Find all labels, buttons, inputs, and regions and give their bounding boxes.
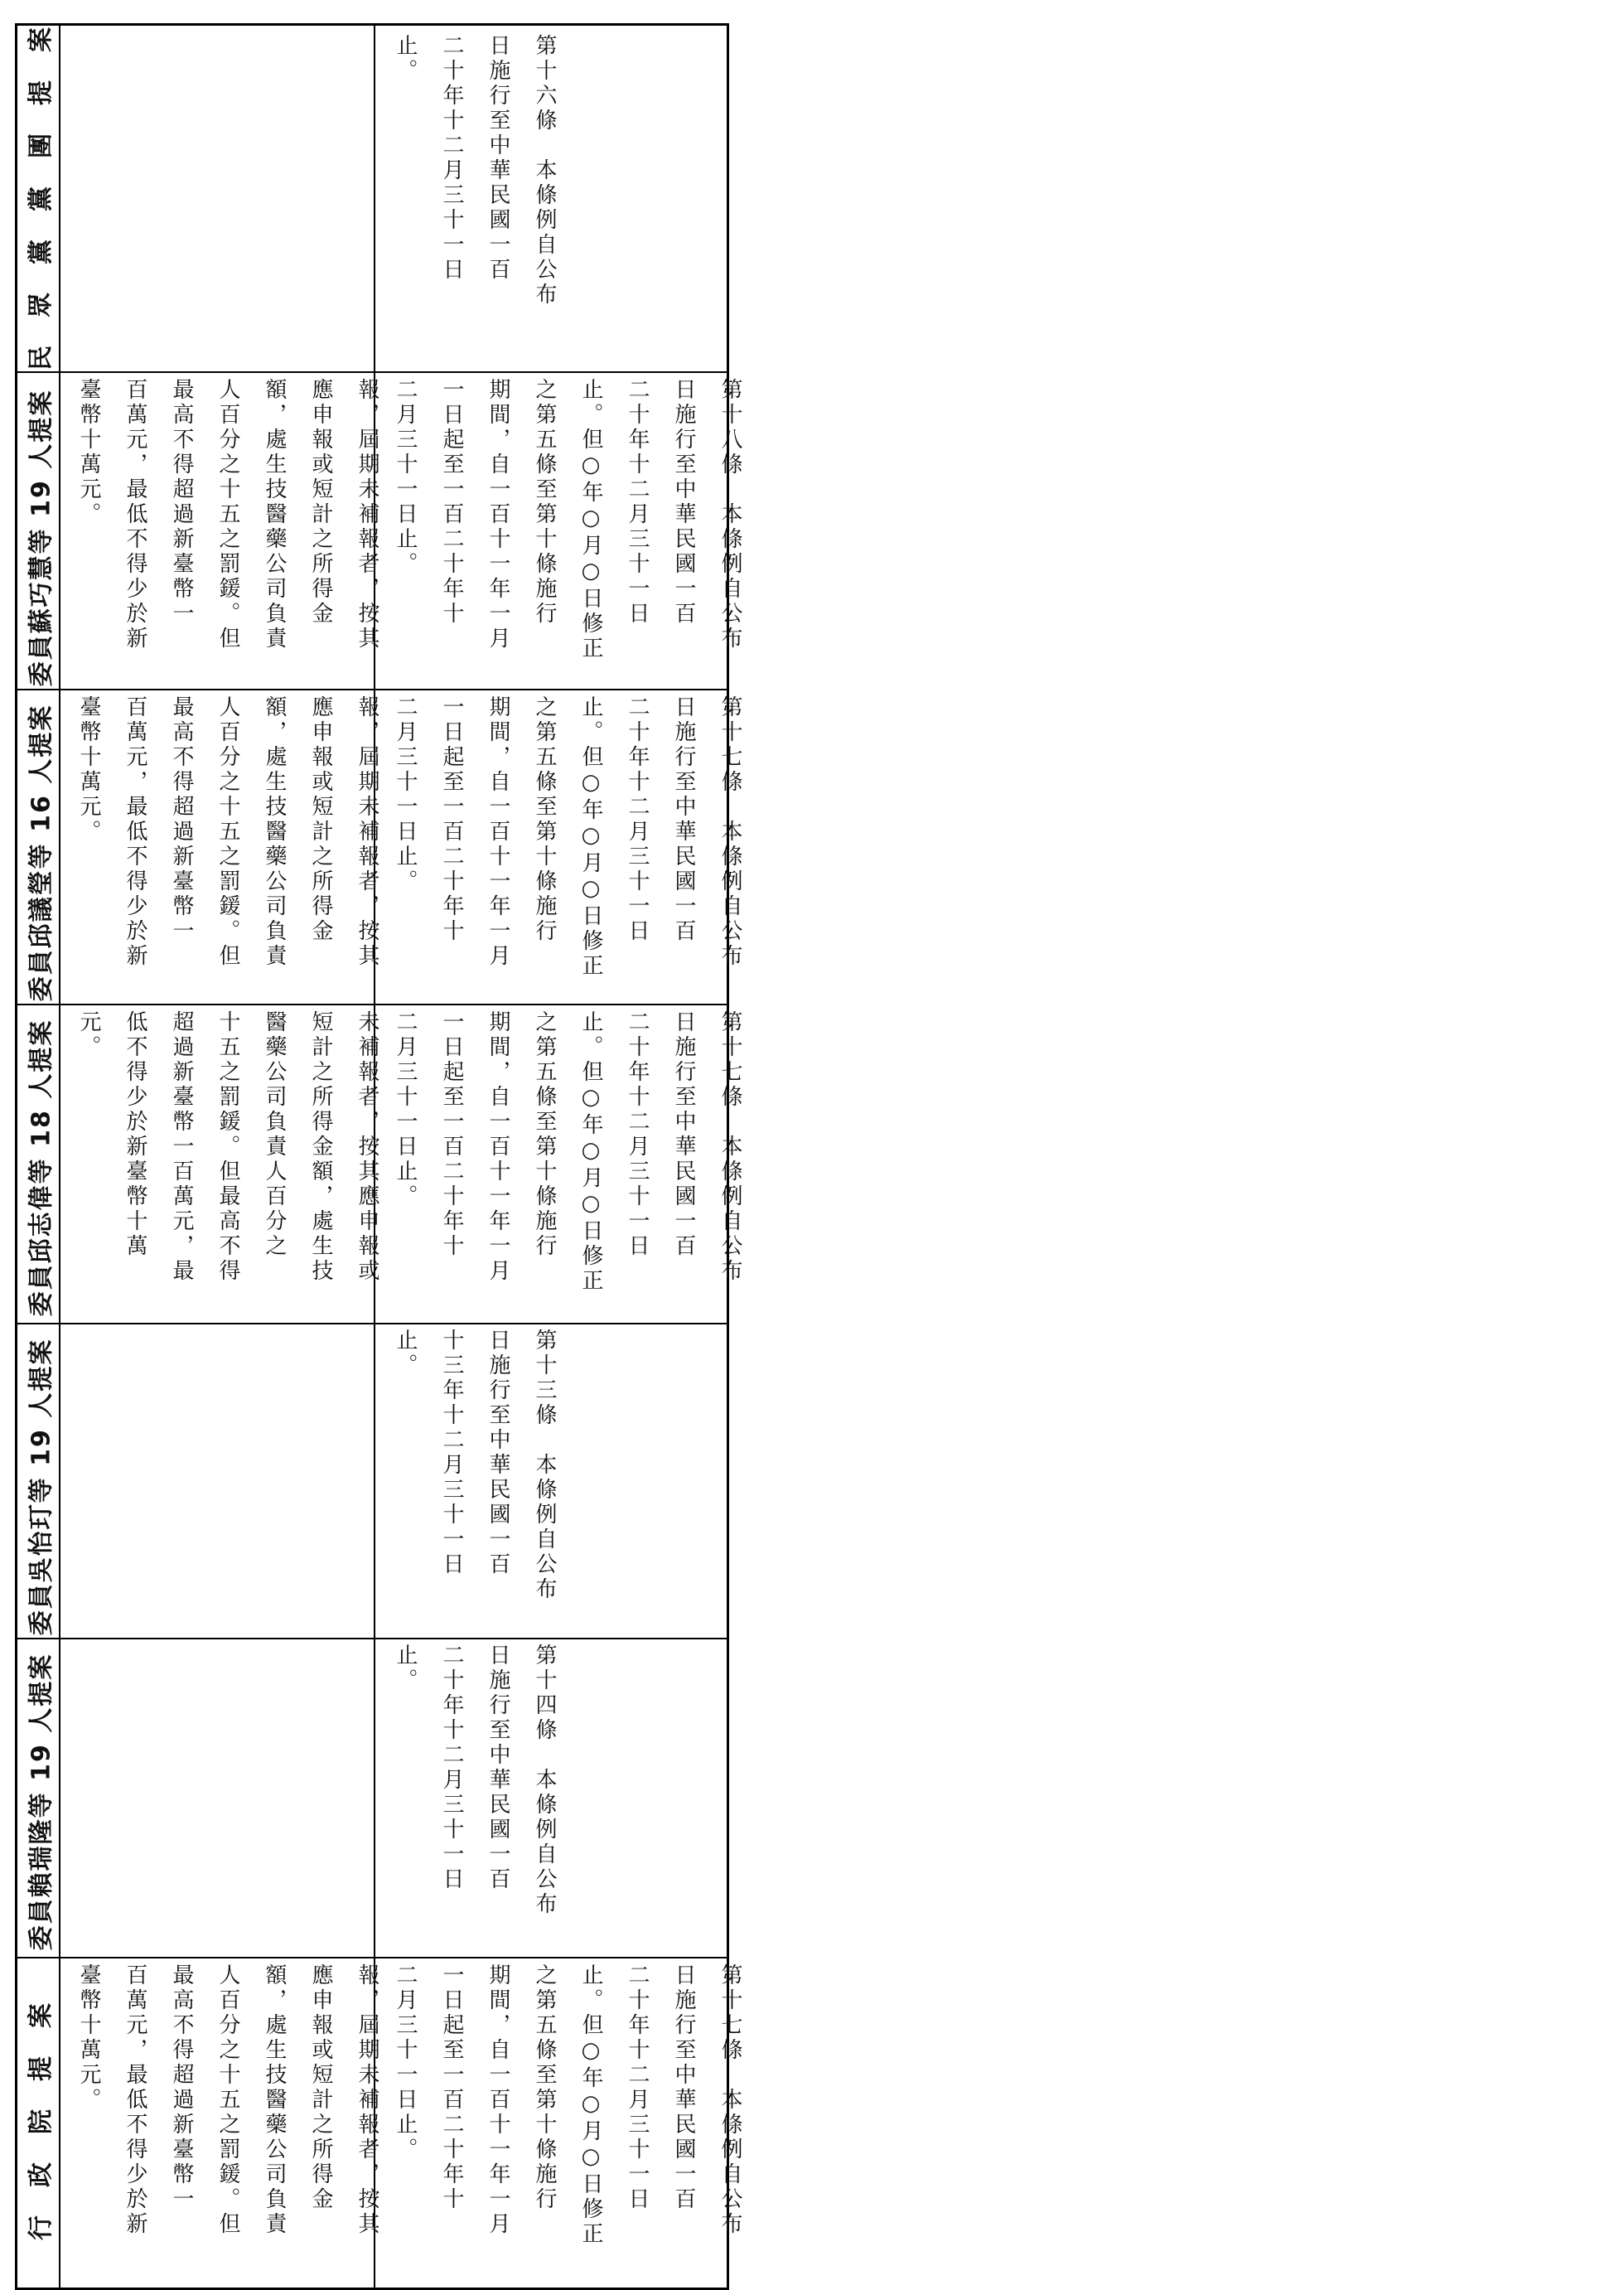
proposal-text-chiu-yy-upper: [65, 695, 379, 1000]
article-text: 第十七條 本條例自公布 日施行至中華民國一百 二十年十二月三十一日 止。但○年○月○日修正 之第五條至第十條施行 期間，自一百十一年一月 一日起至一百二十年十 二月三十一日止。: [393, 1963, 742, 2247]
header-lai-jui-lung: 委員賴瑞隆等 19 人提案: [27, 1653, 56, 1950]
proposal-text-ey-lower: [382, 1963, 742, 2287]
header-chiu-chih-wei: 委員邱志偉等 18 人提案: [27, 1019, 56, 1316]
header-wu-yi-ting: 委員吳怡玎等 19 人提案: [27, 1338, 56, 1635]
proposal-text-lai-lower: [382, 1644, 722, 1952]
article-text: 報，屆期未補報者，按其 應申報或短計之所得金 額，處生技醫藥公司負責 人百分之十五之罰鍰。但 最高不得超過新臺幣一 百萬元，最低不得少於新 臺幣十萬元。: [76, 378, 379, 651]
proposal-text-chiu-cw-upper: [65, 1010, 379, 1319]
article-text: 第十六條 本條例自公布 日施行至中華民國一百 二十年十二月三十一日 止。: [393, 34, 557, 307]
proposal-text-ey-upper: [65, 1963, 379, 2287]
proposal-text-tpp: [382, 34, 722, 366]
proposal-text-su-upper: [65, 378, 379, 685]
article-text: 未補報者，按其應申報或 短計之所得金額，處生技 醫藥公司負責人百分之 十五之罰鍰。但最高不得 超過新臺幣一百萬元，最 低不得少於新臺幣十萬 元。: [76, 1010, 379, 1284]
article-text: 第十七條 本條例自公布 日施行至中華民國一百 二十年十二月三十一日 止。但○年○月○日修正 之第五條至第十條施行 期間，自一百十一年一月 一日起至一百二十年十 二月三十一日止。: [393, 695, 742, 979]
header-su-chiao-hui: 委員蘇巧慧等 19 人提案: [27, 389, 56, 686]
article-text: 第十四條 本條例自公布 日施行至中華民國一百 二十年十二月三十一日 止。: [393, 1644, 557, 1917]
proposal-text-chiu-yy-lower: [382, 695, 742, 1000]
article-text: 報，屆期未補報者，按其 應申報或短計之所得金 額，處生技醫藥公司負責 人百分之十五之罰鍰。但 最高不得超過新臺幣一 百萬元，最低不得少於新 臺幣十萬元。: [76, 695, 379, 969]
header-tpp-caucus: 民 眾 黨 黨 團 提 案: [27, 25, 56, 370]
article-text: 報，屆期未補報者，按其 應申報或短計之所得金 額，處生技醫藥公司負責 人百分之十五之罰鍰。但 最高不得超過新臺幣一 百萬元，最低不得少於新 臺幣十萬元。: [76, 1963, 379, 2237]
proposal-text-su-lower: [382, 378, 742, 685]
header-executive-yuan: 行 政 院 提 案: [27, 2001, 56, 2240]
proposal-text-chiu-cw-lower: [382, 1010, 742, 1319]
header-chiu-yi-ying: 委員邱議瑩等 16 人提案: [27, 704, 56, 1001]
proposal-text-wu-lower: [382, 1329, 722, 1634]
comparison-table: [15, 23, 742, 2290]
article-text: 第十七條 本條例自公布 日施行至中華民國一百 二十年十二月三十一日 止。但○年○月○日修正 之第五條至第十條施行 期間，自一百十一年一月 一日起至一百二十年十 二月三十一日止。: [393, 1010, 742, 1294]
article-text: 第十八條 本條例自公布 日施行至中華民國一百 二十年十二月三十一日 止。但○年○月○日修正 之第五條至第十條施行 期間，自一百十一年一月 一日起至一百二十年十 二月三十一日止。: [393, 378, 742, 661]
article-text: 第十三條 本條例自公布 日施行至中華民國一百 十三年十二月三十一日 止。: [393, 1329, 557, 1602]
